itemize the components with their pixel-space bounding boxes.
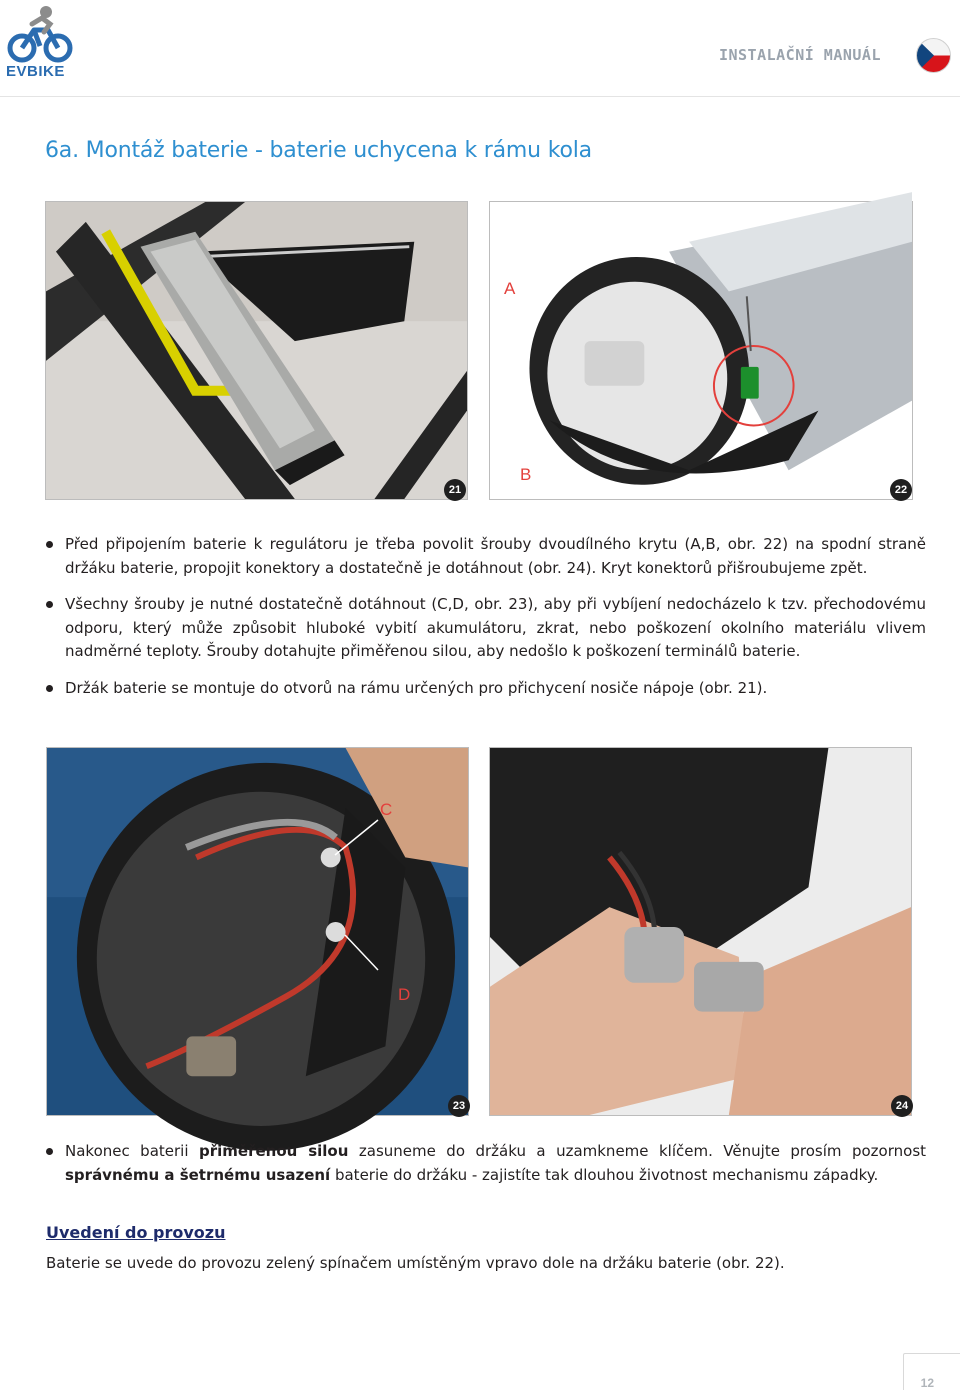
- figure-23-photo: [46, 747, 469, 1116]
- page-title: 6a. Montáž baterie - baterie uchycena k rámu kola: [45, 138, 592, 163]
- list-item: Všechny šrouby je nutné dostatečně dotáhnout (C,D, obr. 23), aby při vybíjení nedocházelo k tzv. přechodovému odporu, který může způsobit hluboké vybití akumulátoru, zkrat, nebo poškození okolního materiálu vlivem nadměrné teploty. Šrouby dotahujte přiměřenou silou, aby nedošlo k poškození terminálů baterie.: [46, 593, 926, 664]
- figure-24-badge: 24: [891, 1095, 913, 1117]
- figure-22-photo: [489, 201, 913, 500]
- list-item: Před připojením baterie k regulátoru je třeba povolit šrouby dvoudílného krytu (A,B, obr. 22) na spodní straně držáku baterie, propojit konektory a dostatečně je dotáhnout (obr. 24). Kryt konektorů přišroubujeme zpět.: [46, 533, 926, 580]
- header-divider: [0, 96, 960, 97]
- list-item: Nakonec baterii přiměřenou silou zasuneme do držáku a uzamkneme klíčem. Věnujte prosím pozornost správnému a šetrnému usazení baterie do držáku - zajistíte tak dlouhou životnost mechanismu západky.: [46, 1140, 926, 1187]
- figure-21-badge: 21: [444, 479, 466, 501]
- callout-a: A: [504, 279, 516, 298]
- manual-label: INSTALAČNÍ MANUÁL: [718, 46, 881, 64]
- section-heading: Uvedení do provozu: [46, 1223, 226, 1242]
- figure-23-badge: 23: [448, 1095, 470, 1117]
- instructions-list: [46, 533, 926, 700]
- figure-21-photo: [45, 201, 468, 500]
- list-item: Držák baterie se montuje do otvorů na rámu určených pro přichycení nosiče nápoje (obr. 21).: [46, 677, 926, 701]
- figure-22-badge: 22: [890, 479, 912, 501]
- section-text: Baterie se uvede do provozu zelený spínačem umístěným vpravo dole na držáku baterie (obr. 22).: [46, 1254, 785, 1272]
- callout-c: C: [380, 800, 393, 819]
- czech-flag-icon: [915, 37, 952, 74]
- callout-d: D: [398, 985, 411, 1004]
- callout-b: B: [520, 465, 532, 484]
- closing-instructions: [46, 1140, 926, 1187]
- bicycle-icon: [4, 2, 74, 64]
- page-number: 12: [920, 1376, 934, 1390]
- logo-text: EVBIKE: [6, 63, 65, 80]
